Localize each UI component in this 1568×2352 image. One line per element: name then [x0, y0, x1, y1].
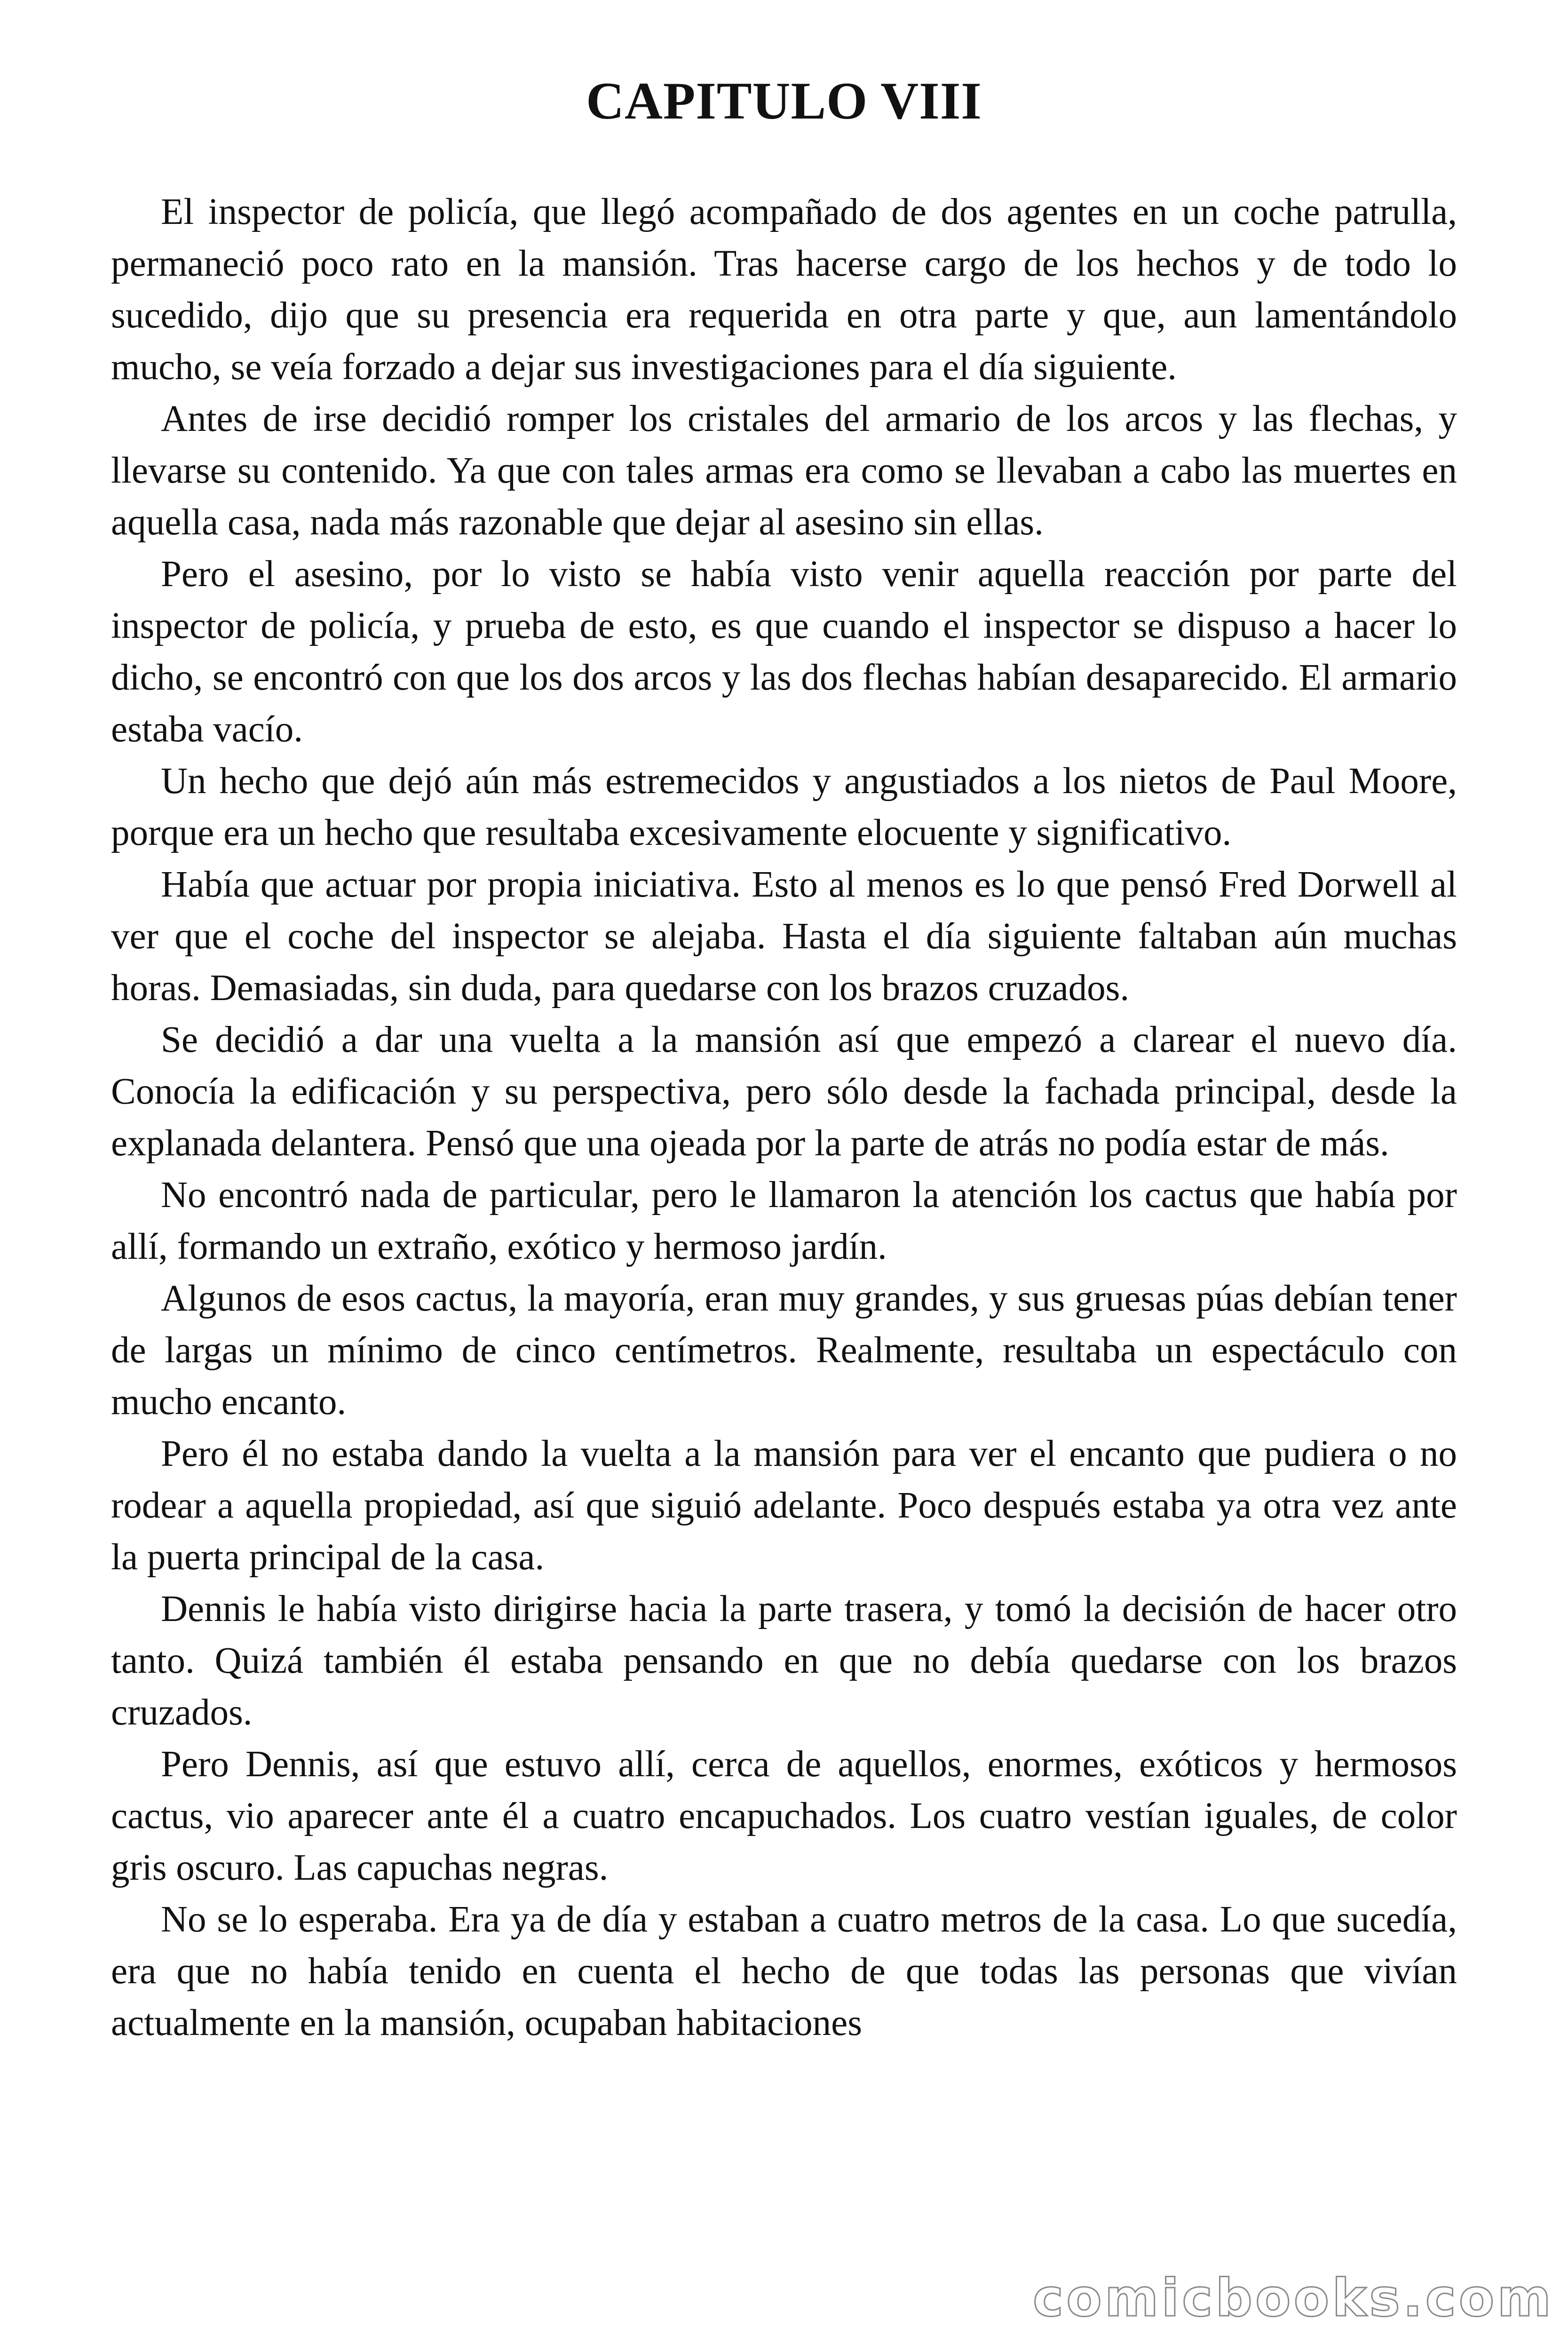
chapter-title: CAPITULO VIII	[586, 72, 982, 130]
paragraph: Pero el asesino, por lo visto se había visto venir aquella reacción por parte del inspector de policía, y prueba de esto, es que cuando el inspector se dispuso a hacer lo dicho, se encontró con que los dos arcos y las dos flechas habían desaparecido. El armario estaba vacío.	[111, 554, 1457, 750]
paragraph: Algunos de esos cactus, la mayoría, eran muy grandes, y sus gruesas púas debían tener de largas un mínimo de cinco centímetros. Realmente, resultaba un espectáculo con mucho encanto.	[111, 1278, 1457, 1422]
paragraph: No se lo esperaba. Era ya de día y estaban a cuatro metros de la casa. Lo que sucedía, era que no había tenido en cuenta el hecho de que todas las personas que vivían actualmente en la mansión, ocupaban habitaciones	[111, 1899, 1457, 2043]
paragraph: Pero él no estaba dando la vuelta a la mansión para ver el encanto que pudiera o no rodear a aquella propiedad, así que siguió adelante. Poco después estaba ya otra vez ante la puerta principal de la casa.	[111, 1433, 1457, 1578]
paragraph: Dennis le había visto dirigirse hacia la parte trasera, y tomó la decisión de hacer otro tanto. Quizá también él estaba pensando en que no debía quedarse con los brazos cruzados.	[111, 1589, 1457, 1733]
paragraph: Había que actuar por propia iniciativa. Esto al menos es lo que pensó Fred Dorwell al ver que el coche del inspector se alejaba. Hasta el día siguiente faltaban aún muchas horas. Demasiadas, sin duda, para quedarse con los brazos cruzados.	[111, 864, 1457, 1009]
chapter-body	[111, 186, 1457, 2049]
paragraph: El inspector de policía, que llegó acompañado de dos agentes en un coche patrulla, permaneció poco rato en la mansión. Tras hacerse cargo de los hechos y de todo lo sucedido, dijo que su presencia era requerida en otra parte y que, aun lamentándolo mucho, se veía forzado a dejar sus investigaciones para el día siguiente.	[111, 191, 1457, 388]
paragraph: Un hecho que dejó aún más estremecidos y angustiados a los nietos de Paul Moore, porque era un hecho que resultaba excesivamente elocuente y significativo.	[111, 761, 1457, 853]
watermark: comicbooks.com	[1033, 2268, 1554, 2328]
paragraph: Se decidió a dar una vuelta a la mansión así que empezó a clarear el nuevo día. Conocía la edificación y su perspectiva, pero sólo desde la fachada principal, desde la explanada delantera. Pensó que una ojeada por la parte de atrás no podía estar de más.	[111, 1019, 1457, 1164]
paragraph: Pero Dennis, así que estuvo allí, cerca de aquellos, enormes, exóticos y hermosos cactus, vio aparecer ante él a cuatro encapuchados. Los cuatro vestían iguales, de color gris oscuro. Las capuchas negras.	[111, 1744, 1457, 1888]
paragraph: No encontró nada de particular, pero le llamaron la atención los cactus que había por allí, formando un extraño, exótico y hermoso jardín.	[111, 1175, 1457, 1267]
paragraph: Antes de irse decidió romper los cristales del armario de los arcos y las flechas, y llevarse su contenido. Ya que con tales armas era como se llevaban a cabo las muertes en aquella casa, nada más razonable que dejar al asesino sin ellas.	[111, 398, 1457, 543]
